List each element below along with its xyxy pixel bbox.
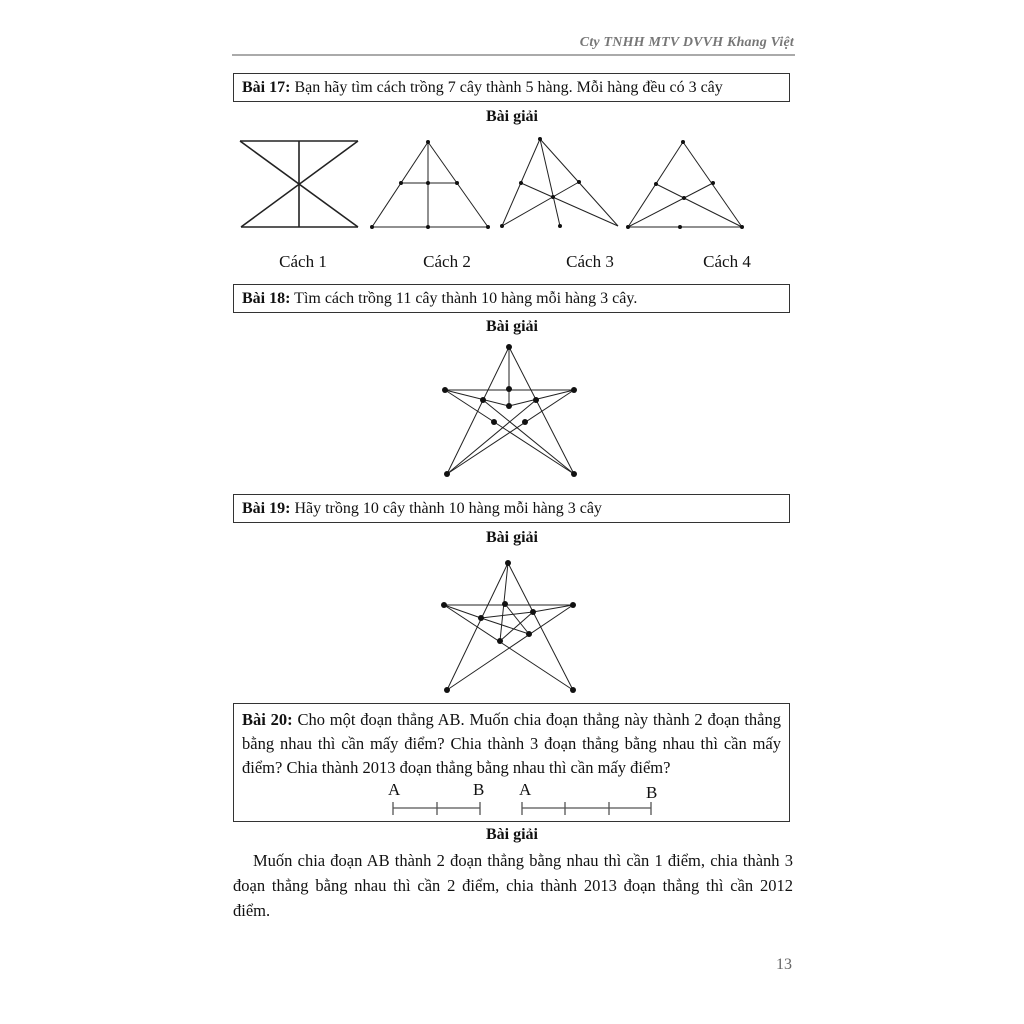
problem-18-label: Bài 18: bbox=[242, 290, 291, 307]
label-a-1: A bbox=[388, 780, 401, 799]
figure-cach-1 bbox=[240, 141, 358, 227]
problem-17-solution-title: Bài giải bbox=[485, 108, 538, 125]
figure-star-10-trees bbox=[441, 560, 576, 693]
page-header-publisher: Cty TNHH MTV DVVH Khang Việt bbox=[579, 35, 794, 50]
page-number: 13 bbox=[776, 956, 792, 973]
problem-18-solution-title: Bài giải bbox=[485, 318, 538, 335]
problem-19-box bbox=[233, 494, 790, 523]
problem-19-solution-title: Bài giải bbox=[485, 529, 538, 546]
problem-19-text: Hãy trồng 10 cây thành 10 hàng mỗi hàng 3 cây bbox=[290, 500, 602, 517]
problem-20-solution-title: Bài giải bbox=[485, 826, 538, 843]
problem-17-label: Bài 17: bbox=[242, 79, 291, 96]
problem-20-label: Bài 20: bbox=[242, 710, 293, 729]
problem-18-box bbox=[233, 284, 790, 313]
label-a-2: A bbox=[519, 780, 532, 799]
caption-cach-4: Cách 4 bbox=[703, 252, 751, 271]
figure-cach-4 bbox=[626, 140, 744, 229]
problem-20-box bbox=[233, 703, 790, 822]
problem-17-text: Bạn hãy tìm cách trồng 7 cây thành 5 hàng. Mỗi hàng đều có 3 cây bbox=[290, 79, 723, 96]
problem-19-label: Bài 19: bbox=[242, 500, 291, 517]
caption-cach-2: Cách 2 bbox=[423, 252, 471, 271]
label-b-2: B bbox=[646, 783, 658, 802]
problem-20-answer: Muốn chia đoạn AB thành 2 đoạn thẳng bằng nhau thì cần 1 điểm, chia thành 3 đoạn thẳng bằng nhau thì cần 2 điểm, chia thành 2013 đoạn thẳng thì cần 2012 điểm. bbox=[233, 851, 793, 920]
problem-20-text: Cho một đoạn thẳng AB. Muốn chia đoạn thẳng này thành 2 đoạn thẳng bằng nhau thì cần mấy điểm? Chia thành 3 đoạn thẳng bằng nhau thì cần mấy điểm? Chia thành 2013 đoạn thẳng bằng nhau thì cần mấy điểm? bbox=[242, 710, 781, 777]
figure-cach-2 bbox=[370, 140, 490, 229]
caption-cach-1: Cách 1 bbox=[279, 252, 327, 271]
figure-star-11-trees bbox=[442, 344, 577, 477]
figure-cach-3 bbox=[500, 137, 618, 228]
problem-20-question bbox=[242, 708, 781, 780]
problem-18-text: Tìm cách trồng 11 cây thành 10 hàng mỗi hàng 3 cây. bbox=[290, 290, 638, 307]
label-b-1: B bbox=[473, 780, 485, 799]
caption-cach-3: Cách 3 bbox=[566, 252, 614, 271]
